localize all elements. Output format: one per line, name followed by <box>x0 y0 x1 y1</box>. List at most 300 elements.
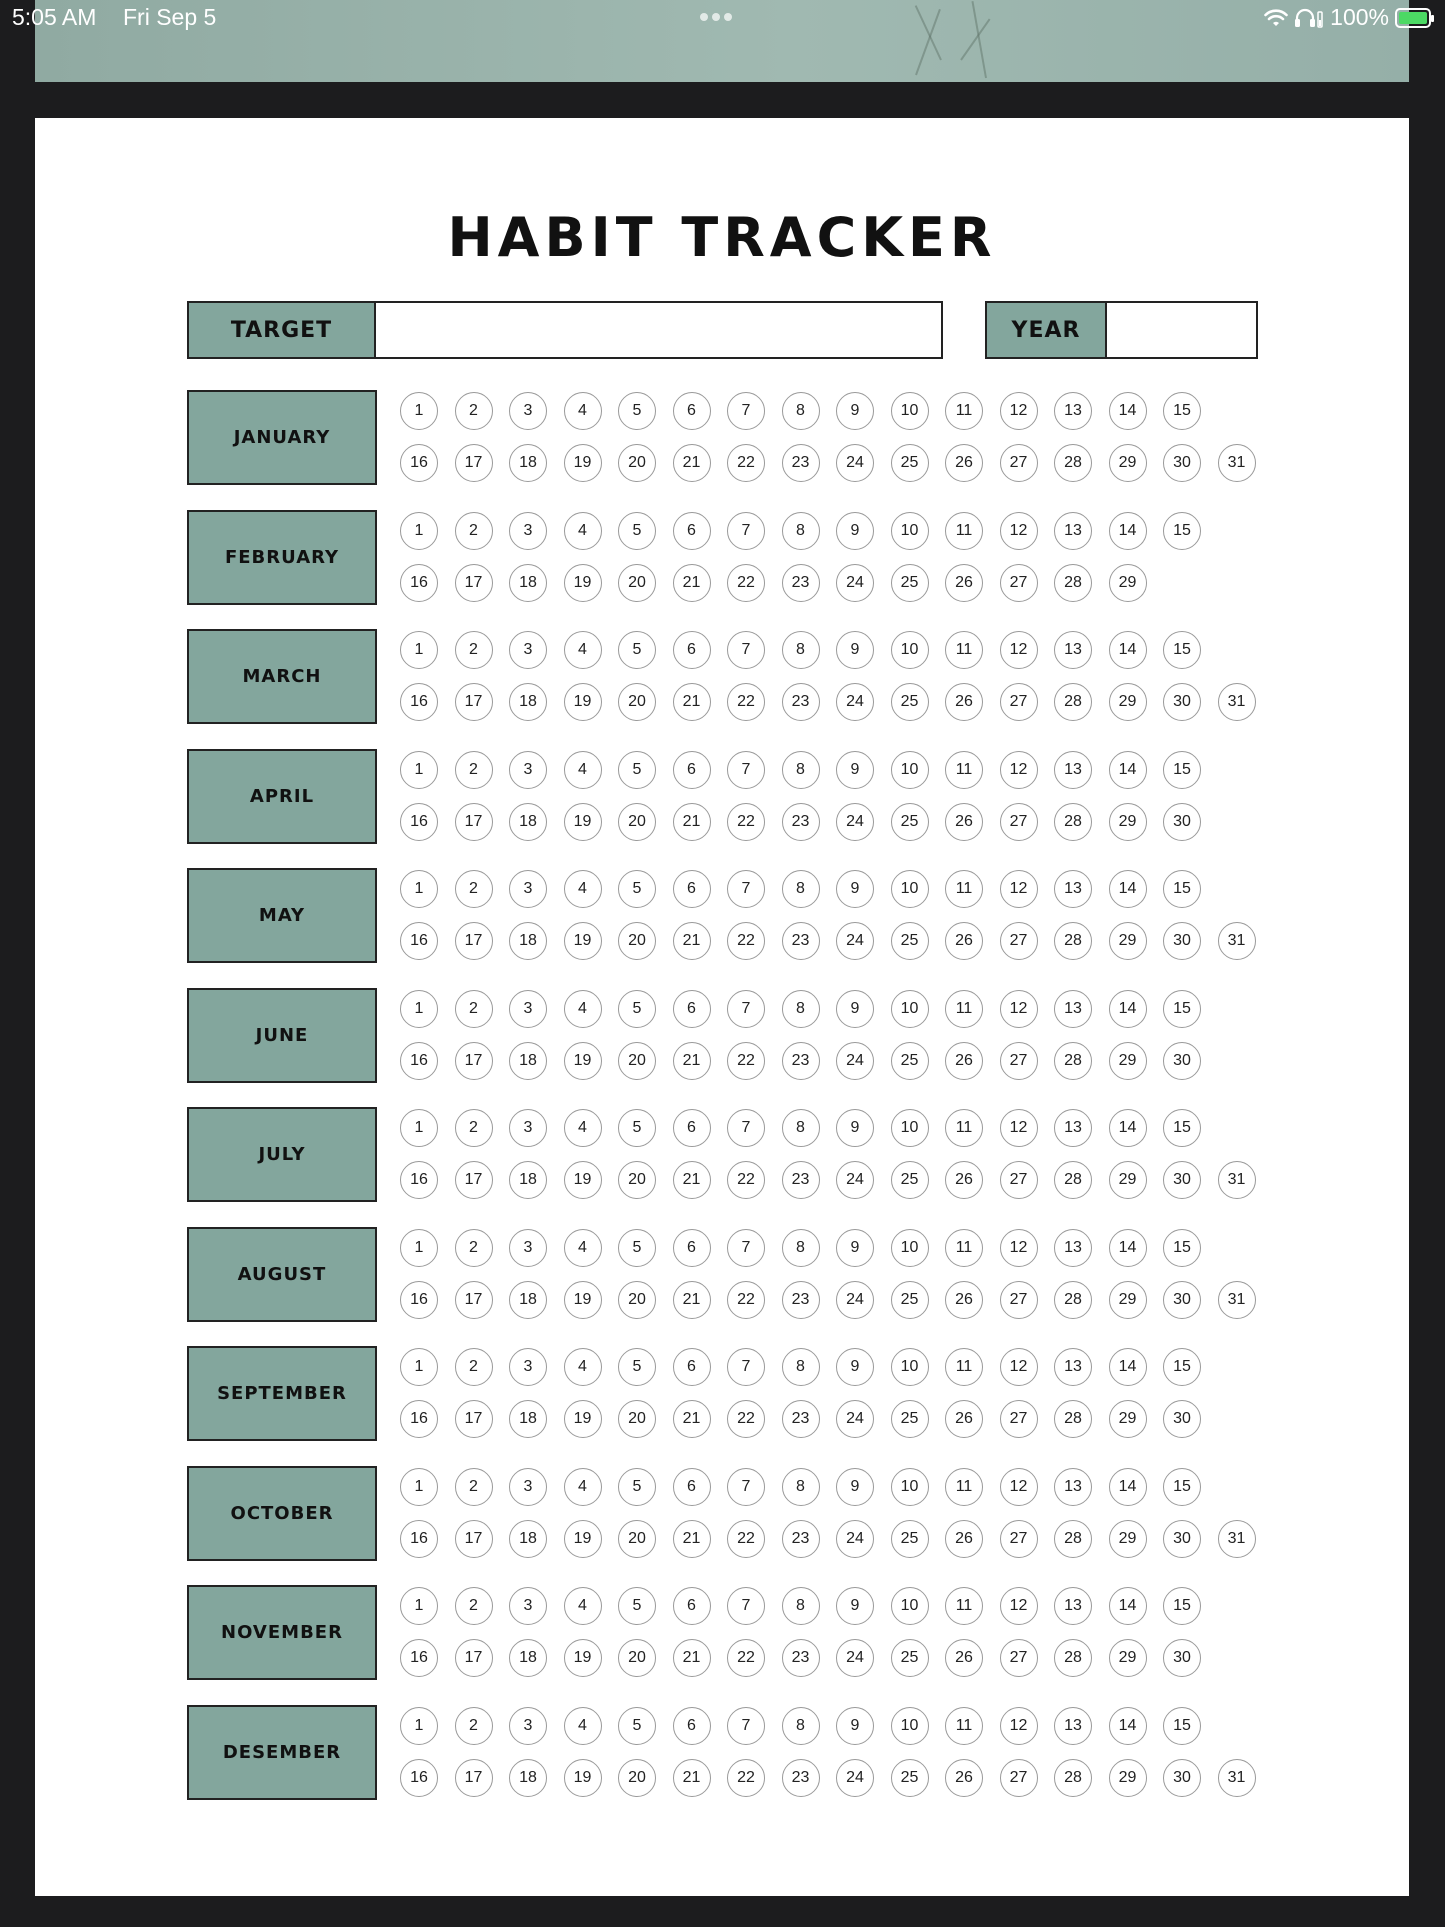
day-circle[interactable]: 9 <box>836 870 874 908</box>
day-circle[interactable]: 17 <box>455 1520 493 1558</box>
day-circle[interactable]: 13 <box>1054 392 1092 430</box>
day-circle[interactable]: 28 <box>1054 1042 1092 1080</box>
day-circle[interactable]: 2 <box>455 512 493 550</box>
day-circle[interactable]: 27 <box>1000 1400 1038 1438</box>
day-circle[interactable]: 3 <box>509 1468 547 1506</box>
day-circle[interactable]: 28 <box>1054 683 1092 721</box>
day-circle[interactable]: 24 <box>836 1520 874 1558</box>
day-circle[interactable]: 28 <box>1054 444 1092 482</box>
day-circle[interactable]: 31 <box>1218 444 1256 482</box>
day-circle[interactable]: 13 <box>1054 1587 1092 1625</box>
day-circle[interactable]: 5 <box>618 631 656 669</box>
day-circle[interactable]: 10 <box>891 631 929 669</box>
day-circle[interactable]: 14 <box>1109 1348 1147 1386</box>
day-circle[interactable]: 1 <box>400 1587 438 1625</box>
day-circle[interactable]: 18 <box>509 803 547 841</box>
day-circle[interactable]: 4 <box>564 512 602 550</box>
day-circle[interactable]: 6 <box>673 631 711 669</box>
day-circle[interactable]: 17 <box>455 1281 493 1319</box>
day-circle[interactable]: 14 <box>1109 990 1147 1028</box>
day-circle[interactable]: 2 <box>455 751 493 789</box>
day-circle[interactable]: 4 <box>564 1707 602 1745</box>
day-circle[interactable]: 20 <box>618 1400 656 1438</box>
day-circle[interactable]: 5 <box>618 1587 656 1625</box>
day-circle[interactable]: 19 <box>564 1520 602 1558</box>
day-circle[interactable]: 9 <box>836 990 874 1028</box>
day-circle[interactable]: 4 <box>564 990 602 1028</box>
day-circle[interactable]: 26 <box>945 444 983 482</box>
day-circle[interactable]: 7 <box>727 392 765 430</box>
day-circle[interactable]: 16 <box>400 444 438 482</box>
day-circle[interactable]: 27 <box>1000 803 1038 841</box>
day-circle[interactable]: 3 <box>509 751 547 789</box>
day-circle[interactable]: 29 <box>1109 1759 1147 1797</box>
day-circle[interactable]: 1 <box>400 751 438 789</box>
day-circle[interactable]: 19 <box>564 444 602 482</box>
day-circle[interactable]: 11 <box>945 990 983 1028</box>
day-circle[interactable]: 11 <box>945 512 983 550</box>
day-circle[interactable]: 15 <box>1163 990 1201 1028</box>
day-circle[interactable]: 12 <box>1000 392 1038 430</box>
day-circle[interactable]: 26 <box>945 922 983 960</box>
day-circle[interactable]: 15 <box>1163 1348 1201 1386</box>
day-circle[interactable]: 15 <box>1163 1468 1201 1506</box>
day-circle[interactable]: 29 <box>1109 1639 1147 1677</box>
day-circle[interactable]: 29 <box>1109 803 1147 841</box>
day-circle[interactable]: 16 <box>400 1520 438 1558</box>
day-circle[interactable]: 7 <box>727 631 765 669</box>
day-circle[interactable]: 1 <box>400 990 438 1028</box>
day-circle[interactable]: 8 <box>782 512 820 550</box>
day-circle[interactable]: 9 <box>836 1587 874 1625</box>
day-circle[interactable]: 22 <box>727 1042 765 1080</box>
day-circle[interactable]: 1 <box>400 870 438 908</box>
day-circle[interactable]: 25 <box>891 444 929 482</box>
day-circle[interactable]: 20 <box>618 1639 656 1677</box>
day-circle[interactable]: 11 <box>945 1468 983 1506</box>
day-circle[interactable]: 15 <box>1163 751 1201 789</box>
day-circle[interactable]: 29 <box>1109 683 1147 721</box>
day-circle[interactable]: 1 <box>400 1348 438 1386</box>
day-circle[interactable]: 6 <box>673 751 711 789</box>
day-circle[interactable]: 10 <box>891 1468 929 1506</box>
day-circle[interactable]: 27 <box>1000 1759 1038 1797</box>
day-circle[interactable]: 25 <box>891 1400 929 1438</box>
day-circle[interactable]: 31 <box>1218 1759 1256 1797</box>
day-circle[interactable]: 8 <box>782 1348 820 1386</box>
day-circle[interactable]: 26 <box>945 564 983 602</box>
day-circle[interactable]: 6 <box>673 1587 711 1625</box>
day-circle[interactable]: 9 <box>836 1468 874 1506</box>
day-circle[interactable]: 22 <box>727 1759 765 1797</box>
day-circle[interactable]: 5 <box>618 512 656 550</box>
day-circle[interactable]: 17 <box>455 1639 493 1677</box>
day-circle[interactable]: 26 <box>945 1520 983 1558</box>
day-circle[interactable]: 13 <box>1054 751 1092 789</box>
day-circle[interactable]: 3 <box>509 1707 547 1745</box>
day-circle[interactable]: 6 <box>673 1229 711 1267</box>
day-circle[interactable]: 6 <box>673 512 711 550</box>
day-circle[interactable]: 19 <box>564 1759 602 1797</box>
day-circle[interactable]: 13 <box>1054 1348 1092 1386</box>
day-circle[interactable]: 9 <box>836 512 874 550</box>
day-circle[interactable]: 19 <box>564 803 602 841</box>
day-circle[interactable]: 24 <box>836 1042 874 1080</box>
day-circle[interactable]: 7 <box>727 1229 765 1267</box>
day-circle[interactable]: 24 <box>836 1281 874 1319</box>
day-circle[interactable]: 3 <box>509 631 547 669</box>
day-circle[interactable]: 17 <box>455 1400 493 1438</box>
day-circle[interactable]: 25 <box>891 1161 929 1199</box>
day-circle[interactable]: 10 <box>891 1109 929 1147</box>
day-circle[interactable]: 14 <box>1109 751 1147 789</box>
day-circle[interactable]: 26 <box>945 1042 983 1080</box>
day-circle[interactable]: 17 <box>455 922 493 960</box>
day-circle[interactable]: 25 <box>891 1639 929 1677</box>
day-circle[interactable]: 7 <box>727 990 765 1028</box>
day-circle[interactable]: 3 <box>509 1348 547 1386</box>
day-circle[interactable]: 11 <box>945 870 983 908</box>
day-circle[interactable]: 30 <box>1163 1281 1201 1319</box>
day-circle[interactable]: 23 <box>782 922 820 960</box>
day-circle[interactable]: 4 <box>564 870 602 908</box>
day-circle[interactable]: 23 <box>782 1520 820 1558</box>
day-circle[interactable]: 14 <box>1109 512 1147 550</box>
day-circle[interactable]: 28 <box>1054 922 1092 960</box>
day-circle[interactable]: 24 <box>836 683 874 721</box>
day-circle[interactable]: 15 <box>1163 1707 1201 1745</box>
day-circle[interactable]: 21 <box>673 1281 711 1319</box>
day-circle[interactable]: 4 <box>564 631 602 669</box>
day-circle[interactable]: 1 <box>400 1109 438 1147</box>
day-circle[interactable]: 23 <box>782 564 820 602</box>
day-circle[interactable]: 10 <box>891 1707 929 1745</box>
day-circle[interactable]: 17 <box>455 1042 493 1080</box>
day-circle[interactable]: 5 <box>618 870 656 908</box>
day-circle[interactable]: 21 <box>673 803 711 841</box>
day-circle[interactable]: 25 <box>891 1281 929 1319</box>
day-circle[interactable]: 23 <box>782 1400 820 1438</box>
day-circle[interactable]: 12 <box>1000 990 1038 1028</box>
day-circle[interactable]: 21 <box>673 683 711 721</box>
day-circle[interactable]: 5 <box>618 1229 656 1267</box>
day-circle[interactable]: 15 <box>1163 512 1201 550</box>
day-circle[interactable]: 8 <box>782 990 820 1028</box>
day-circle[interactable]: 19 <box>564 1281 602 1319</box>
day-circle[interactable]: 24 <box>836 1759 874 1797</box>
day-circle[interactable]: 22 <box>727 1520 765 1558</box>
day-circle[interactable]: 25 <box>891 564 929 602</box>
day-circle[interactable]: 28 <box>1054 803 1092 841</box>
day-circle[interactable]: 31 <box>1218 1520 1256 1558</box>
day-circle[interactable]: 21 <box>673 564 711 602</box>
day-circle[interactable]: 14 <box>1109 1587 1147 1625</box>
day-circle[interactable]: 27 <box>1000 922 1038 960</box>
day-circle[interactable]: 1 <box>400 1468 438 1506</box>
day-circle[interactable]: 28 <box>1054 1639 1092 1677</box>
day-circle[interactable]: 11 <box>945 1348 983 1386</box>
day-circle[interactable]: 15 <box>1163 870 1201 908</box>
day-circle[interactable]: 18 <box>509 1759 547 1797</box>
day-circle[interactable]: 7 <box>727 751 765 789</box>
day-circle[interactable]: 29 <box>1109 444 1147 482</box>
day-circle[interactable]: 17 <box>455 803 493 841</box>
day-circle[interactable]: 14 <box>1109 870 1147 908</box>
day-circle[interactable]: 9 <box>836 392 874 430</box>
day-circle[interactable]: 8 <box>782 1468 820 1506</box>
day-circle[interactable]: 21 <box>673 1520 711 1558</box>
day-circle[interactable]: 31 <box>1218 683 1256 721</box>
day-circle[interactable]: 27 <box>1000 1161 1038 1199</box>
day-circle[interactable]: 17 <box>455 1759 493 1797</box>
day-circle[interactable]: 26 <box>945 683 983 721</box>
day-circle[interactable]: 20 <box>618 1759 656 1797</box>
day-circle[interactable]: 4 <box>564 751 602 789</box>
day-circle[interactable]: 20 <box>618 444 656 482</box>
day-circle[interactable]: 27 <box>1000 564 1038 602</box>
day-circle[interactable]: 28 <box>1054 1400 1092 1438</box>
day-circle[interactable]: 28 <box>1054 1520 1092 1558</box>
day-circle[interactable]: 8 <box>782 1587 820 1625</box>
day-circle[interactable]: 31 <box>1218 1161 1256 1199</box>
day-circle[interactable]: 16 <box>400 1759 438 1797</box>
day-circle[interactable]: 12 <box>1000 1707 1038 1745</box>
day-circle[interactable]: 11 <box>945 1707 983 1745</box>
day-circle[interactable]: 12 <box>1000 1109 1038 1147</box>
day-circle[interactable]: 5 <box>618 751 656 789</box>
day-circle[interactable]: 17 <box>455 564 493 602</box>
day-circle[interactable]: 30 <box>1163 1639 1201 1677</box>
day-circle[interactable]: 24 <box>836 1161 874 1199</box>
day-circle[interactable]: 23 <box>782 683 820 721</box>
day-circle[interactable]: 18 <box>509 1520 547 1558</box>
day-circle[interactable]: 18 <box>509 1161 547 1199</box>
day-circle[interactable]: 3 <box>509 1587 547 1625</box>
day-circle[interactable]: 24 <box>836 803 874 841</box>
day-circle[interactable]: 18 <box>509 444 547 482</box>
day-circle[interactable]: 4 <box>564 1587 602 1625</box>
day-circle[interactable]: 8 <box>782 631 820 669</box>
day-circle[interactable]: 5 <box>618 392 656 430</box>
day-circle[interactable]: 13 <box>1054 990 1092 1028</box>
day-circle[interactable]: 11 <box>945 392 983 430</box>
day-circle[interactable]: 27 <box>1000 444 1038 482</box>
day-circle[interactable]: 22 <box>727 564 765 602</box>
day-circle[interactable]: 28 <box>1054 1161 1092 1199</box>
day-circle[interactable]: 6 <box>673 1109 711 1147</box>
day-circle[interactable]: 16 <box>400 1161 438 1199</box>
day-circle[interactable]: 10 <box>891 1587 929 1625</box>
day-circle[interactable]: 5 <box>618 1707 656 1745</box>
day-circle[interactable]: 2 <box>455 870 493 908</box>
day-circle[interactable]: 11 <box>945 751 983 789</box>
day-circle[interactable]: 8 <box>782 751 820 789</box>
day-circle[interactable]: 21 <box>673 1639 711 1677</box>
day-circle[interactable]: 9 <box>836 1348 874 1386</box>
day-circle[interactable]: 20 <box>618 1161 656 1199</box>
day-circle[interactable]: 16 <box>400 1400 438 1438</box>
day-circle[interactable]: 2 <box>455 1468 493 1506</box>
day-circle[interactable]: 14 <box>1109 631 1147 669</box>
day-circle[interactable]: 27 <box>1000 1639 1038 1677</box>
day-circle[interactable]: 2 <box>455 1109 493 1147</box>
day-circle[interactable]: 14 <box>1109 1707 1147 1745</box>
day-circle[interactable]: 30 <box>1163 922 1201 960</box>
day-circle[interactable]: 28 <box>1054 564 1092 602</box>
day-circle[interactable]: 3 <box>509 392 547 430</box>
day-circle[interactable]: 30 <box>1163 1520 1201 1558</box>
day-circle[interactable]: 3 <box>509 990 547 1028</box>
day-circle[interactable]: 7 <box>727 1109 765 1147</box>
day-circle[interactable]: 13 <box>1054 870 1092 908</box>
day-circle[interactable]: 21 <box>673 1042 711 1080</box>
day-circle[interactable]: 9 <box>836 751 874 789</box>
day-circle[interactable]: 2 <box>455 1587 493 1625</box>
day-circle[interactable]: 19 <box>564 1161 602 1199</box>
day-circle[interactable]: 18 <box>509 922 547 960</box>
day-circle[interactable]: 23 <box>782 1042 820 1080</box>
day-circle[interactable]: 15 <box>1163 1109 1201 1147</box>
day-circle[interactable]: 24 <box>836 444 874 482</box>
day-circle[interactable]: 24 <box>836 1639 874 1677</box>
day-circle[interactable]: 29 <box>1109 1520 1147 1558</box>
day-circle[interactable]: 16 <box>400 1042 438 1080</box>
day-circle[interactable]: 12 <box>1000 1348 1038 1386</box>
day-circle[interactable]: 18 <box>509 564 547 602</box>
day-circle[interactable]: 6 <box>673 1348 711 1386</box>
day-circle[interactable]: 12 <box>1000 512 1038 550</box>
day-circle[interactable]: 12 <box>1000 1229 1038 1267</box>
day-circle[interactable]: 6 <box>673 990 711 1028</box>
day-circle[interactable]: 25 <box>891 683 929 721</box>
day-circle[interactable]: 9 <box>836 631 874 669</box>
day-circle[interactable]: 25 <box>891 1042 929 1080</box>
day-circle[interactable]: 7 <box>727 1348 765 1386</box>
day-circle[interactable]: 6 <box>673 1707 711 1745</box>
day-circle[interactable]: 22 <box>727 1161 765 1199</box>
day-circle[interactable]: 9 <box>836 1109 874 1147</box>
day-circle[interactable]: 30 <box>1163 1042 1201 1080</box>
day-circle[interactable]: 12 <box>1000 751 1038 789</box>
day-circle[interactable]: 16 <box>400 1639 438 1677</box>
day-circle[interactable]: 3 <box>509 870 547 908</box>
day-circle[interactable]: 31 <box>1218 1281 1256 1319</box>
day-circle[interactable]: 3 <box>509 512 547 550</box>
day-circle[interactable]: 29 <box>1109 564 1147 602</box>
day-circle[interactable]: 24 <box>836 1400 874 1438</box>
day-circle[interactable]: 14 <box>1109 1468 1147 1506</box>
day-circle[interactable]: 16 <box>400 683 438 721</box>
day-circle[interactable]: 17 <box>455 1161 493 1199</box>
day-circle[interactable]: 7 <box>727 1587 765 1625</box>
day-circle[interactable]: 14 <box>1109 1229 1147 1267</box>
day-circle[interactable]: 2 <box>455 631 493 669</box>
day-circle[interactable]: 18 <box>509 1400 547 1438</box>
day-circle[interactable]: 27 <box>1000 1042 1038 1080</box>
day-circle[interactable]: 19 <box>564 1042 602 1080</box>
day-circle[interactable]: 2 <box>455 1707 493 1745</box>
day-circle[interactable]: 22 <box>727 444 765 482</box>
day-circle[interactable]: 26 <box>945 1161 983 1199</box>
day-circle[interactable]: 26 <box>945 1639 983 1677</box>
day-circle[interactable]: 6 <box>673 392 711 430</box>
day-circle[interactable]: 4 <box>564 392 602 430</box>
day-circle[interactable]: 21 <box>673 1759 711 1797</box>
day-circle[interactable]: 12 <box>1000 1468 1038 1506</box>
day-circle[interactable]: 10 <box>891 870 929 908</box>
day-circle[interactable]: 13 <box>1054 1109 1092 1147</box>
day-circle[interactable]: 19 <box>564 1400 602 1438</box>
day-circle[interactable]: 11 <box>945 1109 983 1147</box>
day-circle[interactable]: 7 <box>727 1707 765 1745</box>
day-circle[interactable]: 27 <box>1000 1281 1038 1319</box>
day-circle[interactable]: 31 <box>1218 922 1256 960</box>
day-circle[interactable]: 15 <box>1163 392 1201 430</box>
day-circle[interactable]: 23 <box>782 1161 820 1199</box>
day-circle[interactable]: 13 <box>1054 512 1092 550</box>
day-circle[interactable]: 21 <box>673 1161 711 1199</box>
day-circle[interactable]: 25 <box>891 922 929 960</box>
day-circle[interactable]: 29 <box>1109 1042 1147 1080</box>
day-circle[interactable]: 16 <box>400 1281 438 1319</box>
day-circle[interactable]: 5 <box>618 1348 656 1386</box>
year-field[interactable] <box>1105 301 1258 359</box>
day-circle[interactable]: 13 <box>1054 1707 1092 1745</box>
day-circle[interactable]: 1 <box>400 1707 438 1745</box>
day-circle[interactable]: 12 <box>1000 1587 1038 1625</box>
day-circle[interactable]: 7 <box>727 870 765 908</box>
day-circle[interactable]: 11 <box>945 1587 983 1625</box>
day-circle[interactable]: 20 <box>618 803 656 841</box>
day-circle[interactable]: 10 <box>891 1229 929 1267</box>
day-circle[interactable]: 8 <box>782 1109 820 1147</box>
day-circle[interactable]: 2 <box>455 990 493 1028</box>
day-circle[interactable]: 16 <box>400 564 438 602</box>
day-circle[interactable]: 14 <box>1109 1109 1147 1147</box>
day-circle[interactable]: 25 <box>891 803 929 841</box>
day-circle[interactable]: 13 <box>1054 631 1092 669</box>
day-circle[interactable]: 8 <box>782 1229 820 1267</box>
day-circle[interactable]: 22 <box>727 1639 765 1677</box>
day-circle[interactable]: 20 <box>618 1520 656 1558</box>
day-circle[interactable]: 13 <box>1054 1468 1092 1506</box>
day-circle[interactable]: 2 <box>455 1229 493 1267</box>
day-circle[interactable]: 21 <box>673 1400 711 1438</box>
day-circle[interactable]: 5 <box>618 990 656 1028</box>
day-circle[interactable]: 17 <box>455 683 493 721</box>
day-circle[interactable]: 10 <box>891 392 929 430</box>
day-circle[interactable]: 10 <box>891 1348 929 1386</box>
day-circle[interactable]: 15 <box>1163 631 1201 669</box>
day-circle[interactable]: 28 <box>1054 1281 1092 1319</box>
day-circle[interactable]: 30 <box>1163 1759 1201 1797</box>
day-circle[interactable]: 1 <box>400 512 438 550</box>
day-circle[interactable]: 15 <box>1163 1587 1201 1625</box>
day-circle[interactable]: 18 <box>509 1281 547 1319</box>
day-circle[interactable]: 14 <box>1109 392 1147 430</box>
day-circle[interactable]: 13 <box>1054 1229 1092 1267</box>
day-circle[interactable]: 1 <box>400 1229 438 1267</box>
day-circle[interactable]: 23 <box>782 1281 820 1319</box>
day-circle[interactable]: 21 <box>673 922 711 960</box>
day-circle[interactable]: 10 <box>891 990 929 1028</box>
day-circle[interactable]: 19 <box>564 1639 602 1677</box>
day-circle[interactable]: 25 <box>891 1520 929 1558</box>
day-circle[interactable]: 20 <box>618 922 656 960</box>
day-circle[interactable]: 20 <box>618 1042 656 1080</box>
day-circle[interactable]: 12 <box>1000 631 1038 669</box>
day-circle[interactable]: 26 <box>945 1281 983 1319</box>
